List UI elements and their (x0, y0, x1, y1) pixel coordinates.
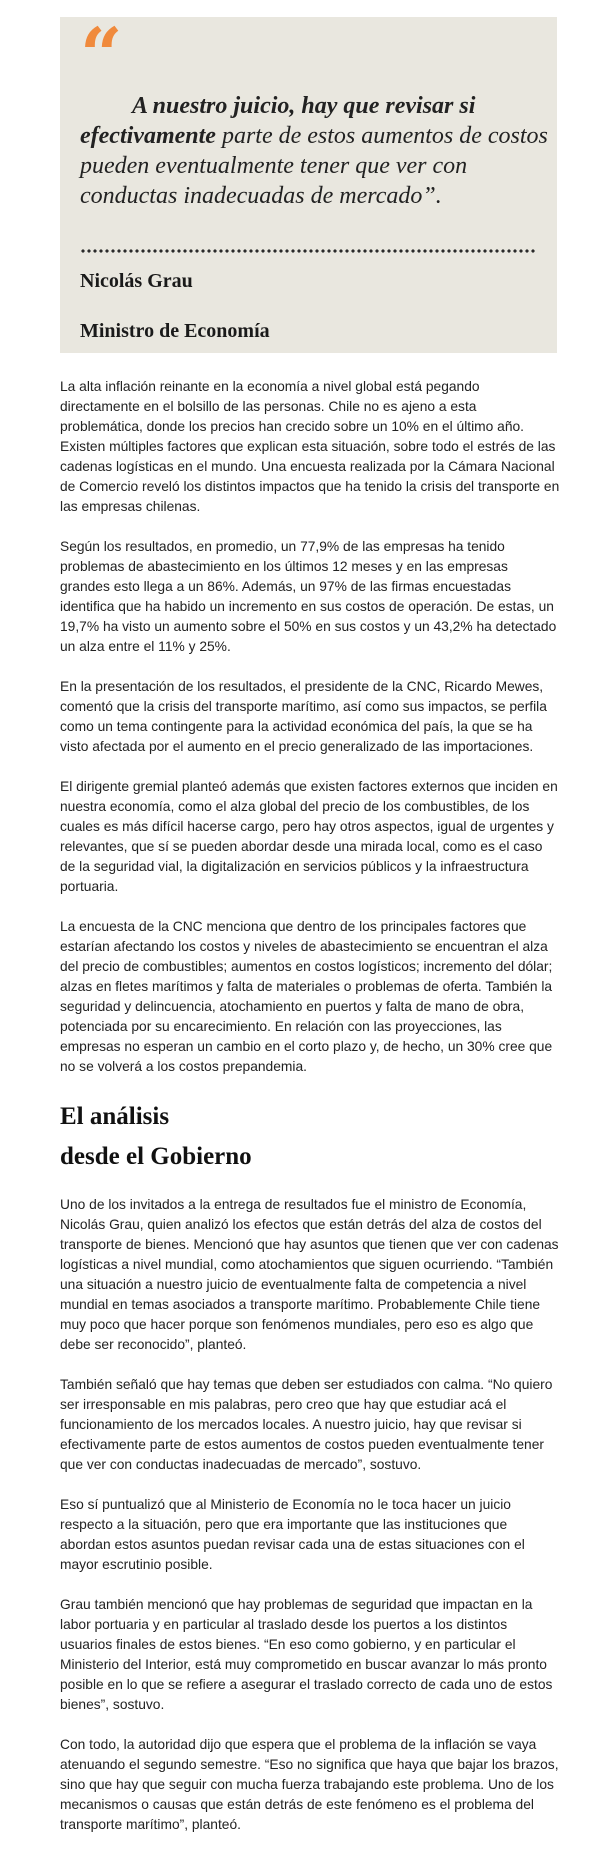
quote-mark-icon: “ (80, 13, 123, 99)
quote-text (80, 91, 548, 211)
section-heading-line1: El análisis (60, 1103, 170, 1130)
pull-quote (60, 13, 557, 353)
article-paragraph: Eso sí puntualizó que al Ministerio de Economía no le toca hacer un juicio respecto a la situación, pero que era importante que las instituciones que abordan estos asuntos puedan revisar cada una de estas situaciones con el mayor escrutinio posible. (60, 1497, 525, 1572)
article-paragraph: La alta inflación reinante en la economía a nivel global está pegando directamente en el bolsillo de las personas. Chile no es ajeno a esta problemática, donde los precios han crecido sobre un 10% en el último año. Existen múltiples factores que explican esta situación, sobre todo el estrés de las cadenas logísticas en el mundo. Una encuesta realizada por la Cámara Nacional de Comercio reveló los distintos impactos que ha tenido la crisis del transporte en las empresas chilenas. (60, 379, 560, 514)
article-paragraph: Uno de los invitados a la entrega de resultados fue el ministro de Economía, Nicolás Grau, quien analizó los efectos que están detrás del alza de costos del transporte de bienes. Mencionó que hay asuntos que tienen que ver con cadenas logísticas a nivel mundial, como atochamientos que siguen ocurriendo. “También una situación a nuestro juicio de eventualmente falta de competencia a nivel mundial en temas asociados a transporte marítimo. Probablemente Chile tiene muy poco que hacer porque son fenómenos mundiales, pero eso es algo que debe ser reconocido”, planteó. (60, 1197, 559, 1352)
section-heading (60, 1097, 560, 1177)
quote-emphasis: A nuestro juicio, hay que revisar si efectivamente (80, 93, 476, 149)
quote-author-role: Ministro de Economía (80, 320, 270, 342)
quote-rest: parte de estos aumentos de costos pueden eventualmente tener que ver con conductas inadecuadas de mercado”. (80, 123, 548, 209)
section-heading-line2: desde el Gobierno (60, 1143, 252, 1170)
article-body (60, 377, 560, 1855)
article-paragraph: Grau también mencionó que hay problemas de seguridad que impactan en la labor portuaria y en particular al traslado desde los puertos a los distintos usuarios finales de estos bienes. “En eso como gobierno, y en particular el Ministerio del Interior, está muy comprometido en buscar avanzar lo más pronto posible en lo que se refiere a asegurar el traslado correcto de cada uno de estos bienes”, sostuvo. (60, 1597, 553, 1712)
article-paragraph: La encuesta de la CNC menciona que dentro de los principales factores que estarían afectando los costos y niveles de abastecimiento se encuentran el alza del precio de combustibles; aumentos en costos logísticos; incremento del dólar; alzas en fletes marítimos y falta de materiales o problemas de oferta. También la seguridad y delincuencia, atochamiento en puertos y falta de mano de obra, potenciada por su encarecimiento. En relación con las proyecciones, las empresas no esperan un cambio en el corto plazo y, de hecho, un 30% cree que no se volverá a los costos prepandemia. (60, 919, 553, 1074)
dotted-divider (80, 249, 536, 253)
article-paragraph: Con todo, la autoridad dijo que espera que el problema de la inflación se vaya atenuando el segundo semestre. “Eso no significa que haya que bajar los brazos, sino que hay que seguir con mucha fuerza trabajando este problema. Uno de los mecanismos o causas que están detrás de este fenómeno es el problema del transporte marítimo”, planteó. (60, 1737, 559, 1832)
article-paragraph: También señaló que hay temas que deben ser estudiados con calma. “No quiero ser irresponsable en mis palabras, pero creo que hay que estudiar acá el funcionamiento de los mercados locales. A nuestro juicio, hay que revisar si efectivamente parte de estos aumentos de costos pueden eventualmente tener que ver con conductas inadecuadas de mercado”, sostuvo. (60, 1377, 553, 1472)
article-paragraph: Según los resultados, en promedio, un 77,9% de las empresas ha tenido problemas de abastecimiento en los últimos 12 meses y en las empresas grandes esto llega a un 86%. Además, un 97% de las firmas encuestadas identifica que ha habido un incremento en sus costos de operación. De estas, un 19,7% ha visto un aumento sobre el 50% en sus costos y un 43,2% ha detectado un alza entre el 11% y 25%. (60, 539, 557, 654)
article-paragraph: En la presentación de los resultados, el presidente de la CNC, Ricardo Mewes, comentó que la crisis del transporte marítimo, así como sus impactos, se perfila como un tema contingente para la actividad económica del país, la que se ha visto afectada por el aumento en el precio generalizado de las importaciones. (60, 679, 547, 754)
article-paragraph: El dirigente gremial planteó además que existen factores externos que inciden en nuestra economía, como el alza global del precio de los combustibles, de los cuales es más difícil hacerse cargo, pero hay otros aspectos, igual de urgentes y relevantes, que sí se pueden abordar desde una mirada local, como es el caso de la seguridad vial, la digitalización en servicios públicos y la infraestructura portuaria. (60, 779, 558, 894)
quote-author: Nicolás Grau (80, 270, 193, 292)
